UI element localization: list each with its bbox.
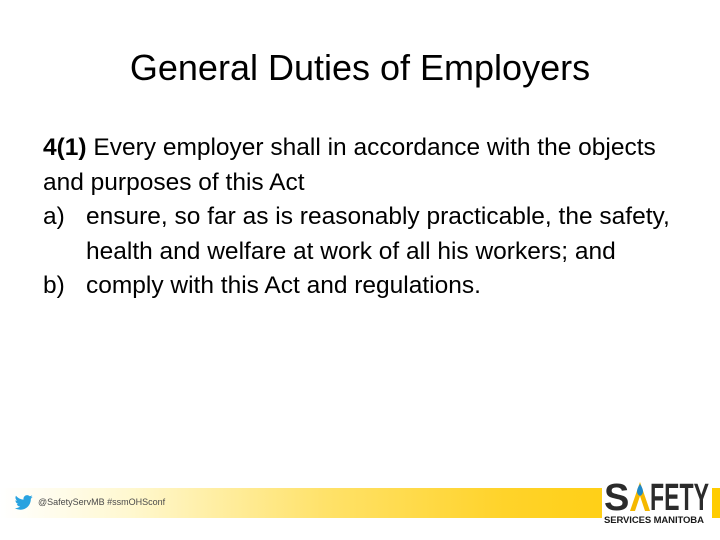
logo-a-mark [630,482,650,511]
list-marker-a: a) [43,203,65,230]
list-marker-b: b) [43,272,65,299]
logo-letters-fety: FETY [650,478,709,514]
intro-text: Every employer shall in accordance with the objects and purposes of this Act [43,134,656,196]
twitter-bird-icon [14,495,34,510]
slide-body [43,131,693,304]
intro-paragraph [43,131,693,200]
list-item-a [43,200,693,269]
section-number: 4(1) [43,134,87,161]
logo-subtitle: SERVICES MANITOBA [604,515,704,526]
logo-letter-s: S [604,478,630,514]
list-item-b [43,269,693,304]
safety-services-logo [602,478,712,528]
list-text-a: ensure, so far as is reasonably practicable, the safety, health and welfare at work of all his workers; and [86,203,670,265]
safety-wordmark-icon [604,478,710,514]
slide-title: General Duties of Employers [129,47,591,88]
list-text-b: comply with this Act and regulations. [86,272,481,299]
social-handle: @SafetyServMB #ssmOHSconf [38,497,166,507]
